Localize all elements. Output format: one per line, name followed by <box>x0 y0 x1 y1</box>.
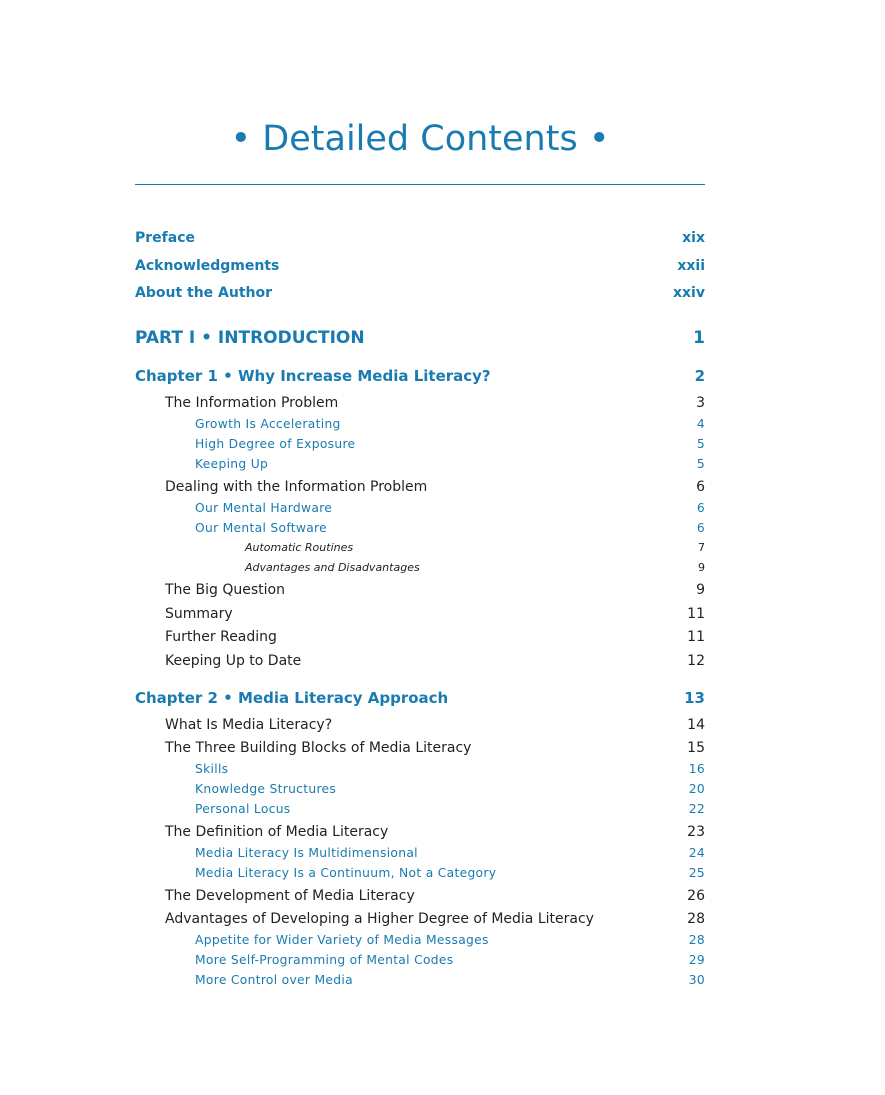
entry-page-number: 1 <box>693 328 705 348</box>
section-entry <box>165 606 705 622</box>
entry-title: Our Mental Software <box>195 521 327 535</box>
title-divider <box>135 184 705 185</box>
entry-page-number: 4 <box>696 417 705 431</box>
subsection-entry <box>195 973 705 987</box>
entry-title: The Big Question <box>165 582 285 598</box>
entry-page-number: 22 <box>688 802 705 816</box>
subsubsection-entry <box>245 561 705 574</box>
section-entry <box>165 395 705 411</box>
entry-title: Chapter 1 • Why Increase Media Literacy? <box>135 367 491 385</box>
section-entry <box>165 479 705 495</box>
entry-title: Appetite for Wider Variety of Media Messages <box>195 933 489 947</box>
entry-page-number: 6 <box>696 479 705 495</box>
entry-title: Keeping Up to Date <box>165 653 302 669</box>
entry-page-number: 15 <box>687 740 705 756</box>
entry-page-number: 6 <box>696 501 705 515</box>
section-entry <box>165 582 705 598</box>
entry-page-number: 14 <box>687 717 705 733</box>
subsection-entry <box>195 933 705 947</box>
entry-title: Knowledge Structures <box>195 782 337 796</box>
subsection-entry <box>195 437 705 451</box>
front-matter-entry <box>135 258 705 274</box>
entry-title: Advantages and Disadvantages <box>245 561 420 574</box>
entry-title: Growth Is Accelerating <box>195 417 341 431</box>
entry-title: The Three Building Blocks of Media Literacy <box>165 740 472 756</box>
chapter-heading <box>135 367 705 385</box>
subsection-entry <box>195 457 705 471</box>
entry-title: More Self-Programming of Mental Codes <box>195 953 454 967</box>
front-matter-entry <box>135 230 705 246</box>
entry-page-number: 12 <box>687 653 705 669</box>
entry-page-number: 11 <box>687 629 705 645</box>
entry-title: Media Literacy Is Multidimensional <box>195 846 418 860</box>
entry-title: Automatic Routines <box>245 541 354 554</box>
entry-title: Further Reading <box>165 629 277 645</box>
entry-page-number: 23 <box>687 824 705 840</box>
section-entry <box>165 717 705 733</box>
entry-title: Acknowledgments <box>135 258 280 274</box>
subsection-entry <box>195 762 705 776</box>
entry-page-number: 24 <box>688 846 705 860</box>
subsection-entry <box>195 866 705 880</box>
entry-page-number: 26 <box>687 888 705 904</box>
section-entry <box>165 824 705 840</box>
entry-page-number: 25 <box>688 866 705 880</box>
entry-title: Media Literacy Is a Continuum, Not a Category <box>195 866 497 880</box>
entry-title: The Information Problem <box>165 395 339 411</box>
subsection-entry <box>195 802 705 816</box>
entry-title: PART I • INTRODUCTION <box>135 328 365 348</box>
chapter-heading <box>135 689 705 707</box>
entry-page-number: 30 <box>688 973 705 987</box>
entry-title: Skills <box>195 762 229 776</box>
entry-title: The Development of Media Literacy <box>165 888 415 904</box>
entry-title: Keeping Up <box>195 457 269 471</box>
section-entry <box>165 629 705 645</box>
subsection-entry <box>195 953 705 967</box>
entry-title: Summary <box>165 606 233 622</box>
entry-title: What Is Media Literacy? <box>165 717 333 733</box>
entry-title: Preface <box>135 230 195 246</box>
entry-page-number: xxii <box>677 258 705 274</box>
subsection-entry <box>195 782 705 796</box>
entry-page-number: 7 <box>698 541 705 554</box>
entry-page-number: xix <box>682 230 705 246</box>
section-entry <box>165 911 705 927</box>
entry-title: High Degree of Exposure <box>195 437 356 451</box>
entry-page-number: 29 <box>688 953 705 967</box>
entry-page-number: 3 <box>696 395 705 411</box>
entry-page-number: 20 <box>688 782 705 796</box>
section-entry <box>165 888 705 904</box>
section-entry <box>165 740 705 756</box>
entry-page-number: 28 <box>688 933 705 947</box>
front-matter-entry <box>135 285 705 301</box>
page-title: • Detailed Contents • <box>230 119 610 159</box>
subsection-entry <box>195 521 705 535</box>
entry-title: Personal Locus <box>195 802 291 816</box>
entry-title: Advantages of Developing a Higher Degree of Media Literacy <box>165 911 594 927</box>
entry-title: Our Mental Hardware <box>195 501 333 515</box>
part-heading <box>135 328 705 348</box>
subsubsection-entry <box>245 541 705 554</box>
entry-page-number: xxiv <box>673 285 705 301</box>
section-entry <box>165 653 705 669</box>
entry-title: More Control over Media <box>195 973 353 987</box>
entry-page-number: 5 <box>696 437 705 451</box>
entry-page-number: 16 <box>688 762 705 776</box>
entry-page-number: 11 <box>687 606 705 622</box>
entry-page-number: 6 <box>696 521 705 535</box>
entry-page-number: 13 <box>684 689 705 707</box>
subsection-entry <box>195 501 705 515</box>
entry-page-number: 5 <box>696 457 705 471</box>
entry-page-number: 28 <box>687 911 705 927</box>
entry-page-number: 2 <box>694 367 705 385</box>
entry-title: The Definition of Media Literacy <box>165 824 389 840</box>
entry-page-number: 9 <box>696 582 705 598</box>
entry-title: Chapter 2 • Media Literacy Approach <box>135 689 449 707</box>
entry-title: Dealing with the Information Problem <box>165 479 428 495</box>
entry-title: About the Author <box>135 285 273 301</box>
entry-page-number: 9 <box>698 561 705 574</box>
subsection-entry <box>195 846 705 860</box>
subsection-entry <box>195 417 705 431</box>
